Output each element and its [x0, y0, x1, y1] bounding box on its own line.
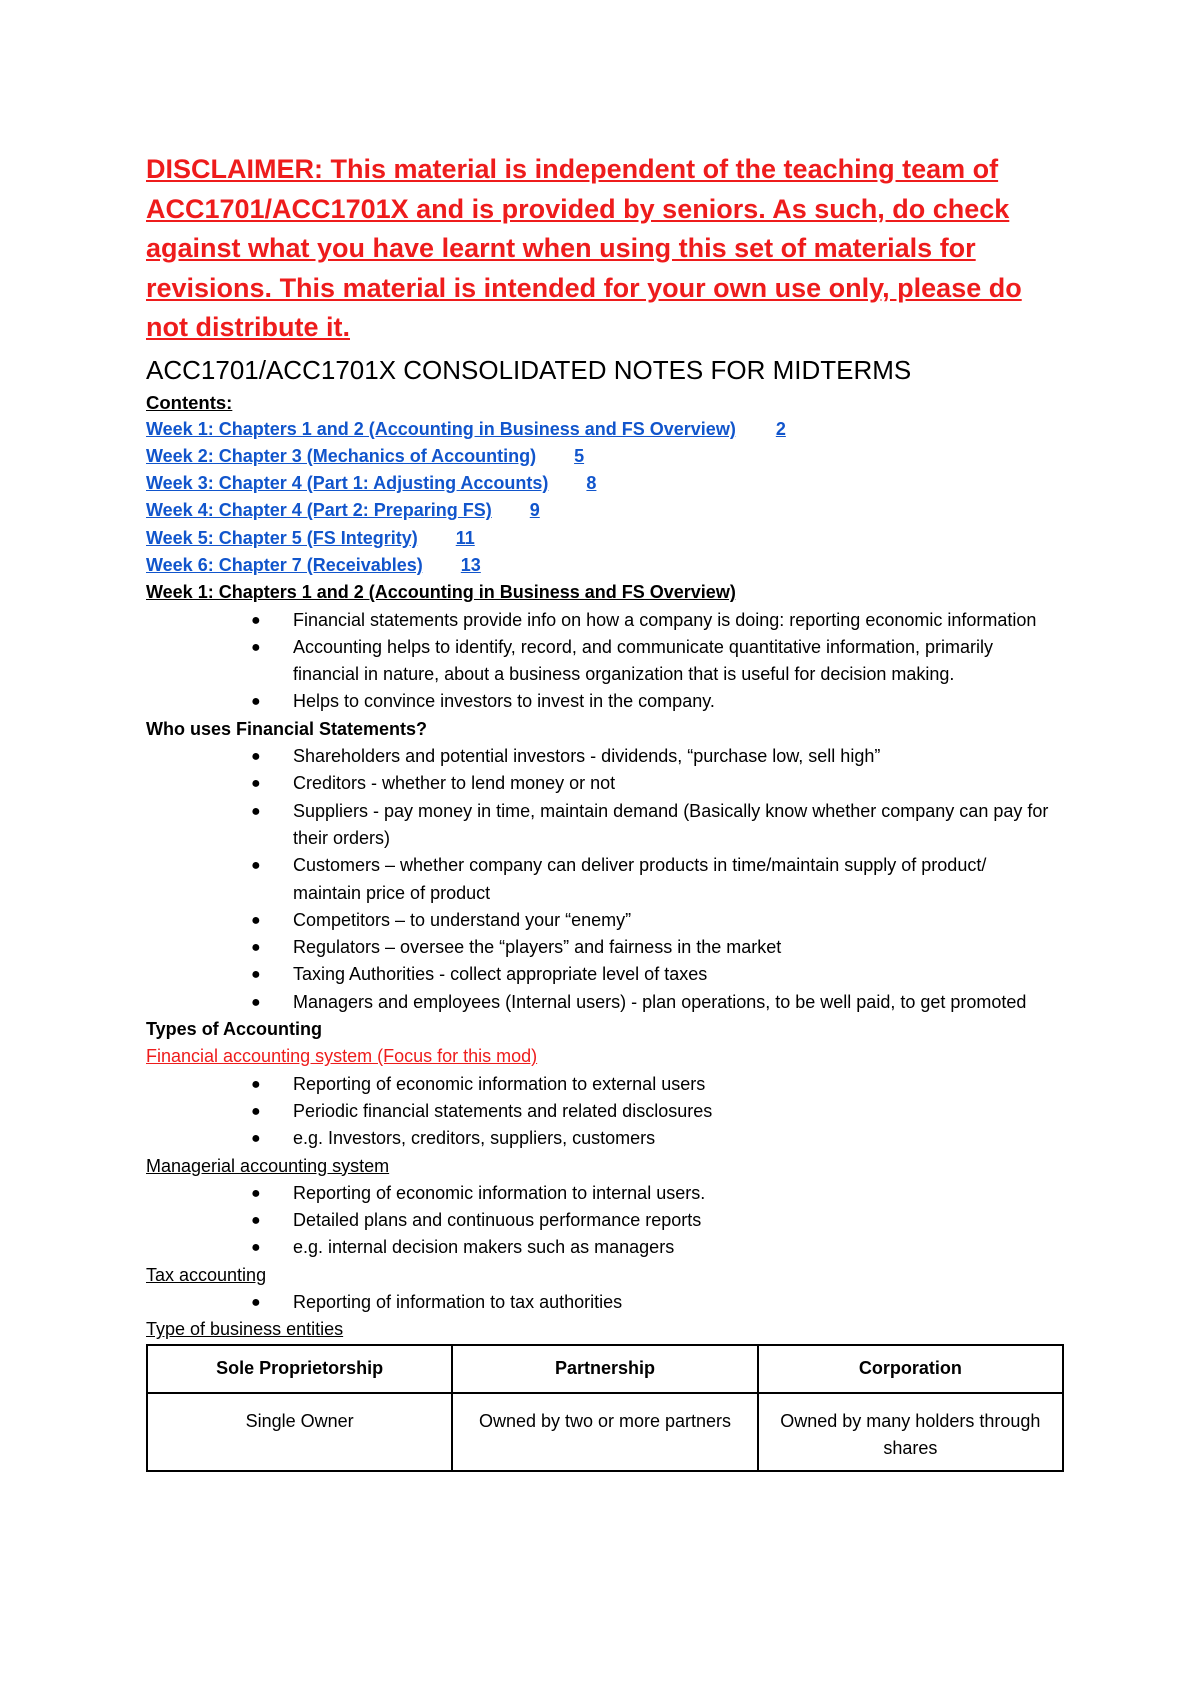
toc-entry: [146, 497, 1066, 524]
week1-heading: Week 1: Chapters 1 and 2 (Accounting in Business and FS Overview): [146, 582, 736, 603]
table-header-cell: Corporation: [758, 1345, 1063, 1393]
types-heading: Types of Accounting: [146, 1019, 323, 1040]
business-entities-table: [146, 1344, 1064, 1472]
list-item: ● Helps to convince investors to invest in the company.: [146, 688, 1066, 715]
bullet-icon: ●: [251, 748, 261, 766]
bullet-icon: ●: [251, 693, 261, 711]
business-entities-label: Type of business entities: [146, 1319, 344, 1340]
bullet-icon: ●: [251, 993, 261, 1011]
list-item: ● e.g. internal decision makers such as managers: [146, 1234, 1066, 1261]
list-item: ● Regulators – oversee the “players” and fairness in the market: [146, 934, 1066, 961]
table-cell: Owned by two or more partners: [452, 1393, 757, 1471]
list-item: ● Reporting of information to tax authorities: [146, 1289, 1066, 1316]
bullet-icon: ●: [251, 857, 261, 875]
toc-link-week1[interactable]: Week 1: Chapters 1 and 2 (Accounting in Business and FS Overview): [146, 418, 736, 439]
toc-link-week4[interactable]: Week 4: Chapter 4 (Part 2: Preparing FS): [146, 500, 492, 521]
toc-entry: [146, 552, 1066, 579]
users-bullet-list: [146, 743, 1066, 1016]
users-heading: Who uses Financial Statements?: [146, 718, 428, 739]
table-row: [147, 1393, 1063, 1471]
list-item: ● Suppliers - pay money in time, maintain demand (Basically know whether company can pay for their orders): [146, 798, 1066, 853]
table-of-contents: [146, 416, 1066, 580]
table-cell: Owned by many holders through shares: [758, 1393, 1063, 1471]
financial-accounting-label: Financial accounting system (Focus for this mod): [146, 1046, 538, 1067]
bullet-icon: ●: [251, 611, 261, 629]
toc-page-week5[interactable]: 11: [455, 527, 475, 548]
bullet-icon: ●: [251, 1075, 261, 1093]
list-item: ● Accounting helps to identify, record, and communicate quantitative information, primarily financial in nature, about a business organization that is useful for decision making.: [146, 634, 1066, 689]
bullet-icon: ●: [251, 966, 261, 984]
toc-page-week1[interactable]: 2: [775, 418, 786, 439]
toc-entry: [146, 470, 1066, 497]
bullet-icon: ●: [251, 911, 261, 929]
bullet-icon: ●: [251, 775, 261, 793]
disclaimer-text: DISCLAIMER: This material is independent of the teaching team of ACC1701/ACC1701X and is provided by seniors. As such, do check against what you have learnt when using this set of materials for revisions. This material is intended for your own use only, please do not distribute it.: [146, 154, 1022, 342]
list-item: ● Financial statements provide info on how a company is doing: reporting economic information: [146, 607, 1066, 634]
week1-bullet-list: [146, 607, 1066, 716]
document-page: [146, 150, 1066, 1472]
bullet-icon: ●: [251, 638, 261, 656]
toc-link-week5[interactable]: Week 5: Chapter 5 (FS Integrity): [146, 527, 418, 548]
list-item: ● Creditors - whether to lend money or not: [146, 770, 1066, 797]
list-item: ● Detailed plans and continuous performance reports: [146, 1207, 1066, 1234]
toc-entry: [146, 443, 1066, 470]
list-item: ● Taxing Authorities - collect appropriate level of taxes: [146, 961, 1066, 988]
list-item: ● Periodic financial statements and related disclosures: [146, 1098, 1066, 1125]
financial-bullet-list: [146, 1071, 1066, 1153]
list-item: ● e.g. Investors, creditors, suppliers, customers: [146, 1125, 1066, 1152]
toc-entry: [146, 525, 1066, 552]
managerial-accounting-label: Managerial accounting system: [146, 1155, 390, 1176]
toc-page-week2[interactable]: 5: [574, 445, 585, 466]
list-item: ● Reporting of economic information to internal users.: [146, 1180, 1066, 1207]
toc-link-week3[interactable]: Week 3: Chapter 4 (Part 1: Adjusting Accounts): [146, 473, 549, 494]
list-item: ● Managers and employees (Internal users) - plan operations, to be well paid, to get promoted: [146, 989, 1066, 1016]
bullet-icon: ●: [251, 1102, 261, 1120]
contents-label: Contents:: [146, 391, 233, 413]
list-item: ● Customers – whether company can deliver products in time/maintain supply of product/ maintain price of product: [146, 852, 1066, 907]
bullet-icon: ●: [251, 1212, 261, 1230]
toc-link-week6[interactable]: Week 6: Chapter 7 (Receivables): [146, 554, 423, 575]
bullet-icon: ●: [251, 939, 261, 957]
table-header-cell: Partnership: [452, 1345, 757, 1393]
list-item: ● Reporting of economic information to external users: [146, 1071, 1066, 1098]
table-header-row: [147, 1345, 1063, 1393]
bullet-icon: ●: [251, 802, 261, 820]
bullet-icon: ●: [251, 1130, 261, 1148]
toc-link-week2[interactable]: Week 2: Chapter 3 (Mechanics of Accounting): [146, 445, 537, 466]
bullet-icon: ●: [251, 1294, 261, 1311]
list-item: ● Competitors – to understand your “enemy”: [146, 907, 1066, 934]
toc-page-week4[interactable]: 9: [529, 500, 540, 521]
tax-bullet-list: [146, 1289, 1066, 1316]
table-header-cell: Sole Proprietorship: [147, 1345, 452, 1393]
toc-page-week3[interactable]: 8: [586, 473, 597, 494]
list-item: ● Shareholders and potential investors - dividends, “purchase low, sell high”: [146, 743, 1066, 770]
toc-page-week6[interactable]: 13: [460, 554, 481, 575]
bullet-icon: ●: [251, 1184, 261, 1202]
managerial-bullet-list: [146, 1180, 1066, 1262]
document-title: ACC1701/ACC1701X CONSOLIDATED NOTES FOR MIDTERMS: [146, 354, 912, 385]
toc-entry: [146, 416, 1066, 443]
table-cell: Single Owner: [147, 1393, 452, 1471]
tax-accounting-label: Tax accounting: [146, 1264, 267, 1285]
bullet-icon: ●: [251, 1239, 261, 1257]
